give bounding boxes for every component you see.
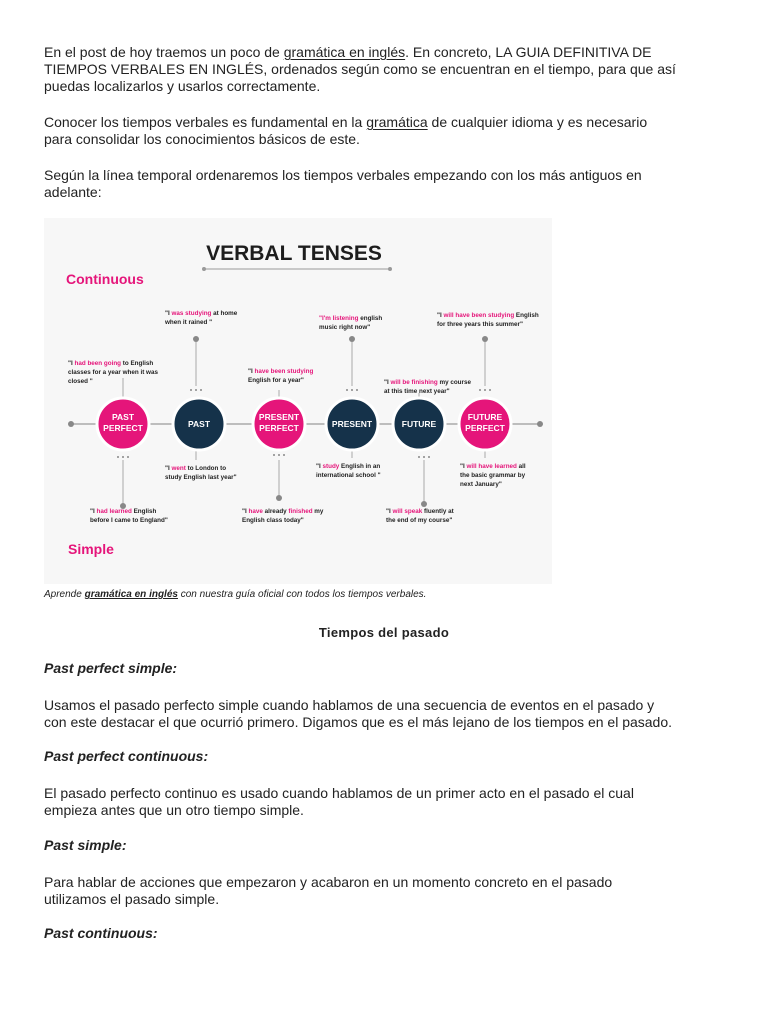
timeline-end-dot [537, 421, 543, 427]
simple-label: Simple [68, 541, 114, 557]
intro-text: TIEMPOS VERBALES EN INGLÉS, ordenados según como se encuentran en el tiempo, para que así [44, 61, 676, 77]
intro-text: adelante: [44, 184, 102, 200]
body-text: empieza antes que un otro tiempo simple. [44, 802, 304, 818]
grammar-link[interactable]: gramática en inglés [283, 44, 406, 60]
intro-text: . En concreto, LA GUIA DEFINITIVA DE [405, 44, 652, 60]
heading-past-simple: Past simple: [44, 837, 127, 853]
node-label: PERFECT [103, 423, 143, 433]
paragraph-past-perfect-continuous [44, 785, 724, 819]
svg-text:for three years this summer": for three years this summer" [437, 321, 523, 328]
svg-text:"I had learned English: "I had learned English [90, 508, 157, 515]
tense-node-future [393, 398, 445, 450]
continuous-label: Continuous [66, 271, 144, 287]
node-label: PRESENT [331, 419, 373, 429]
image-caption [44, 589, 724, 600]
svg-text:English class today": English class today" [242, 517, 304, 524]
heading-past-continuous: Past continuous: [44, 925, 158, 941]
node-label: PRESENT [258, 412, 300, 422]
heading-past-perfect-simple: Past perfect simple: [44, 660, 178, 676]
svg-text:"I went to London to: "I went to London to [165, 465, 227, 472]
section-title: Tiempos del pasado [318, 625, 450, 640]
timeline-end-dot [68, 421, 74, 427]
svg-text:"I will have learned all: "I will have learned all [460, 463, 526, 470]
paragraph-past-simple [44, 874, 724, 908]
caption-grammar-link[interactable]: gramática en inglés [84, 589, 178, 600]
body-text: utilizamos el pasado simple. [44, 891, 220, 907]
intro-text: Conocer los tiempos verbales es fundamental en la [44, 114, 367, 130]
tense-node-future-perfect [459, 398, 511, 450]
svg-text:"I had been going to English: "I had been going to English [68, 360, 154, 367]
title-underline-dot [202, 267, 206, 271]
svg-text:"I will have been studying Eng: "I will have been studying English [437, 312, 539, 319]
body-text: El pasado perfecto continuo es usado cuando hablamos de un primer acto en el pasado el cual [44, 785, 634, 801]
svg-text:before I came to England": before I came to England" [90, 517, 168, 524]
verbal-tenses-diagram [44, 218, 552, 584]
svg-text:the end of my course": the end of my course" [386, 517, 453, 524]
caption-text: Aprende [44, 589, 85, 600]
intro-paragraph-2 [44, 114, 724, 148]
svg-text:"I was studying at home: "I was studying at home [165, 310, 238, 317]
svg-text:when it rained ": when it rained " [165, 319, 213, 326]
body-text: Usamos el pasado perfecto simple cuando hablamos de una secuencia de eventos en el pasado y [44, 697, 655, 713]
svg-text:at this time next year": at this time next year" [384, 388, 450, 395]
svg-text:"I will be finishing my course: "I will be finishing my course [384, 379, 471, 386]
svg-text:closed ": closed " [68, 378, 93, 385]
node-label: FUTURE [401, 419, 437, 429]
node-label: FUTURE [467, 412, 503, 422]
intro-text: Según la línea temporal ordenaremos los tiempos verbales empezando con los más antiguos en [44, 167, 642, 183]
svg-text:"I have already finished my: "I have already finished my [242, 508, 324, 515]
intro-text: puedas localizarlos y usarlos correctamente. [44, 78, 321, 94]
node-label: PERFECT [259, 423, 299, 433]
svg-text:international school ": international school " [316, 472, 381, 479]
caption-text: con nuestra guía oficial con todos los tiempos verbales. [177, 589, 427, 600]
intro-text: para consolidar los conocimientos básicos de este. [44, 131, 360, 147]
node-label: PAST [111, 412, 135, 422]
svg-text:the basic grammar by: the basic grammar by [460, 472, 526, 479]
tense-node-present-perfect [253, 398, 305, 450]
paragraph-past-perfect-simple [44, 697, 724, 731]
svg-text:study English last year": study English last year" [165, 474, 237, 481]
svg-text:"I'm listening english: "I'm listening english [319, 315, 383, 322]
node-label: PERFECT [465, 423, 505, 433]
node-label: PAST [187, 419, 211, 429]
body-text: con este destacar el que ocurrió primero. Digamos que es el más lejano de los tiempos en el pasado. [44, 714, 673, 730]
tense-node-past-perfect [97, 398, 149, 450]
heading-past-perfect-continuous: Past perfect continuous: [44, 748, 209, 764]
title-underline-dot [388, 267, 392, 271]
intro-text: En el post de hoy traemos un poco de [44, 44, 284, 60]
diagram-title: VERBAL TENSES [206, 242, 382, 265]
body-text: Para hablar de acciones que empezaron y acabaron en un momento concreto en el pasado [44, 874, 613, 890]
svg-text:classes for a year when it was: classes for a year when it was [68, 369, 158, 376]
svg-text:"I will speak fluently at: "I will speak fluently at [386, 508, 454, 515]
intro-text: de cualquier idioma y es necesario [427, 114, 648, 130]
tense-node-present [326, 398, 378, 450]
svg-text:next January": next January" [460, 481, 502, 488]
svg-text:"I have been studying: "I have been studying [248, 368, 314, 375]
intro-paragraph-1 [44, 44, 724, 95]
svg-text:English for a year": English for a year" [248, 377, 304, 384]
intro-paragraph-3 [44, 167, 724, 201]
grammar-link-2[interactable]: gramática [366, 114, 428, 130]
svg-text:"I study English in an: "I study English in an [316, 463, 381, 470]
tense-node-past [173, 398, 225, 450]
svg-text:music right now": music right now" [319, 324, 371, 331]
